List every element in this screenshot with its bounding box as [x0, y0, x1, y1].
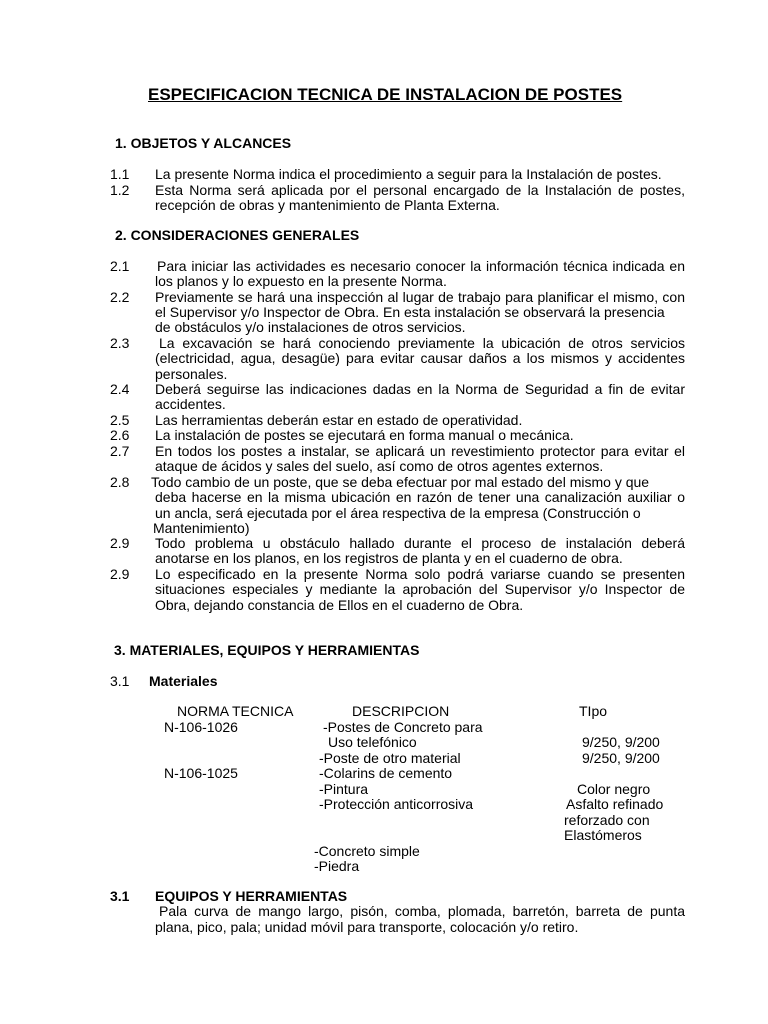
item-number: 2.8 — [110, 474, 130, 490]
item-number: 2.6 — [110, 427, 130, 443]
subsection-heading: EQUIPOS Y HERRAMIENTAS — [155, 888, 348, 904]
table-cell-descripcion: -Protección anticorrosiva — [319, 796, 474, 812]
item-line: Las herramientas deberán estar en estado de operatividad. — [155, 412, 523, 428]
item-line: En todos los postes a instalar, se aplicará un revestimiento protector para evitar el — [155, 443, 685, 459]
subsection-number: 3.1 — [110, 673, 130, 689]
table-cell-tipo: reforzado con — [564, 812, 650, 828]
item-line: Esta Norma será aplicada por el personal encargado de la Instalación de postes, — [155, 182, 685, 198]
table-cell-tipo: Asfalto refinado — [566, 796, 664, 812]
item-line: deba hacerse en la misma ubicación en razón de tener una canalización auxiliar o — [155, 489, 685, 505]
subsection-heading: Materiales — [149, 673, 218, 689]
table-cell-descripcion: -Concreto simple — [314, 843, 420, 859]
item-line: ataque de ácidos y sales del suelo, así como de otros agentes externos. — [155, 458, 604, 474]
table-cell-tipo: Elastómeros — [564, 827, 642, 843]
table-cell-descripcion: Uso telefónico — [328, 734, 417, 750]
item-line: Previamente se hará una inspección al lugar de trabajo para planificar el mismo, con — [155, 289, 685, 305]
item-number: 2.7 — [110, 443, 130, 459]
item-number: 1.2 — [110, 182, 130, 198]
table-cell-descripcion: -Piedra — [314, 858, 360, 874]
table-cell-tipo: 9/250, 9/200 — [582, 750, 660, 766]
table-cell-descripcion: -Postes de Concreto para — [323, 719, 483, 735]
paragraph-line: Pala curva de mango largo, pisón, comba, plomada, barretón, barreta de punta — [159, 903, 685, 919]
section-2-heading: 2. CONSIDERACIONES GENERALES — [115, 227, 360, 243]
item-line: el Supervisor y/o Inspector de Obra. En esta instalación se observará la presencia — [155, 304, 665, 320]
table-cell-norma: N-106-1026 — [164, 719, 238, 735]
section-1-heading: 1. OBJETOS Y ALCANCES — [115, 135, 292, 151]
item-line: Deberá seguirse las indicaciones dadas en la Norma de Seguridad a fin de evitar — [155, 381, 685, 397]
item-line: accidentes. — [155, 396, 226, 412]
column-header-descripcion: DESCRIPCION — [352, 703, 450, 719]
subsection-number: 3.1 — [110, 888, 130, 904]
item-number: 2.3 — [110, 335, 130, 351]
item-line: (electricidad, agua, desagüe) para evitar causar daños a los mismos y accidentes — [155, 350, 685, 366]
item-number: 2.1 — [110, 258, 130, 274]
item-line: situaciones especiales y mediante la aprobación del Supervisor y/o Inspector de — [155, 581, 685, 597]
column-header-tipo: TIpo — [579, 703, 608, 719]
item-number: 2.5 — [110, 412, 130, 428]
item-line: La presente Norma indica el procedimiento a seguir para la Instalación de postes. — [155, 166, 662, 182]
item-line: La instalación de postes se ejecutará en forma manual o mecánica. — [155, 427, 574, 443]
item-line: Obra, dejando constancia de Ellos en el cuaderno de Obra. — [155, 597, 524, 613]
item-line: Todo cambio de un poste, que se deba efectuar por mal estado del mismo y que — [151, 474, 650, 490]
item-number: 2.4 — [110, 381, 130, 397]
item-number: 2.9 — [110, 566, 130, 582]
item-line: Para iniciar las actividades es necesario conocer la información técnica indicada en — [157, 258, 685, 274]
item-line: un ancla, será ejecutada por el área respectiva de la empresa (Construcción o — [155, 505, 641, 521]
column-header-norma: NORMA TECNICA — [177, 703, 294, 719]
item-number: 2.2 — [110, 289, 130, 305]
table-cell-descripcion: -Colarins de cemento — [319, 765, 453, 781]
item-line: personales. — [155, 366, 228, 382]
item-line: de obstáculos y/o instalaciones de otros servicios. — [155, 319, 466, 335]
item-line: los planos y lo expuesto en la presente Norma. — [155, 273, 447, 289]
item-line: anotarse en los planos, en los registros de planta y en el cuaderno de obra. — [155, 550, 623, 566]
item-line: Todo problema u obstáculo hallado durante el proceso de instalación deberá — [155, 535, 685, 551]
item-line: Mantenimiento) — [153, 520, 250, 536]
item-line: La excavación se hará conociendo previamente la ubicación de otros servicios — [159, 335, 685, 351]
item-number: 1.1 — [110, 166, 130, 182]
paragraph-line: plana, pico, pala; unidad móvil para transporte, colocación y/o retiro. — [155, 919, 579, 935]
item-line: recepción de obras y mantenimiento de Planta Externa. — [155, 197, 500, 213]
table-cell-descripcion: -Poste de otro material — [319, 750, 461, 766]
table-cell-tipo: 9/250, 9/200 — [582, 734, 660, 750]
table-cell-tipo: Color negro — [577, 781, 651, 797]
item-number: 2.9 — [110, 535, 130, 551]
table-cell-norma: N-106-1025 — [164, 765, 238, 781]
document-title: ESPECIFICACION TECNICA DE INSTALACION DE POSTES — [148, 85, 623, 104]
table-cell-descripcion: -Pintura — [319, 781, 369, 797]
item-line: Lo especificado en la presente Norma solo podrá variarse cuando se presenten — [155, 566, 685, 582]
section-3-heading: 3. MATERIALES, EQUIPOS Y HERRAMIENTAS — [114, 642, 420, 658]
